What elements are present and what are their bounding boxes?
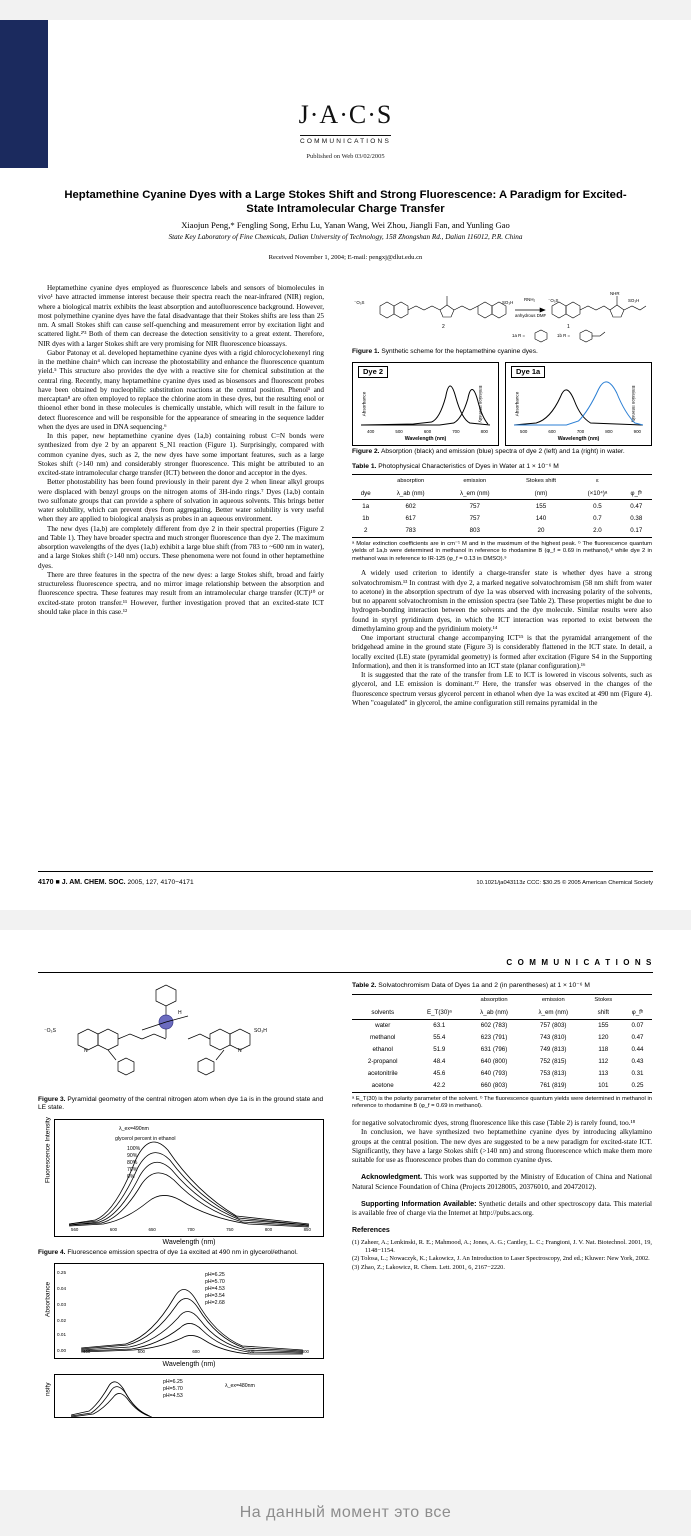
table-row bbox=[352, 525, 652, 538]
t1-r1c3: 140 bbox=[535, 514, 547, 522]
t2-r5c1: 42.2 bbox=[413, 1080, 465, 1093]
table-1-caption: Photophysical Characteristics of Dyes in Water at 1 × 10⁻⁶ M bbox=[376, 462, 559, 470]
t2-r3c0: 2-propanol bbox=[367, 1058, 398, 1066]
table-2-note: ᵃ E_T(30) is the polarity parameter of the solvent. ᵇ The fluorescence quantum yields were determined in methanol in reference to rhodamine B (φ_f = 0.69 in methanol). bbox=[352, 1095, 652, 1110]
t1-r0c5: 0.47 bbox=[621, 500, 653, 513]
xtick: 750 bbox=[226, 1226, 234, 1232]
t2-r2c1: 51.9 bbox=[433, 1046, 446, 1054]
figure-4-xlabel: Wavelength (nm) bbox=[162, 1238, 216, 1246]
t2-r3c4: 112 bbox=[598, 1058, 609, 1066]
xtick: 600 bbox=[192, 1349, 200, 1355]
status-bar bbox=[0, 1490, 691, 1536]
table-row bbox=[352, 513, 652, 525]
xtick: 700 bbox=[187, 1226, 195, 1232]
table-row bbox=[352, 1044, 652, 1056]
t2-r4c2: 640 (793) bbox=[480, 1070, 508, 1078]
figure-4-caption bbox=[38, 1249, 324, 1257]
xtick: 800 bbox=[264, 1226, 273, 1232]
footer-journal: ■ J. AM. CHEM. SOC. bbox=[53, 879, 126, 886]
t2-r5c4: 101 bbox=[584, 1080, 623, 1093]
t2-r3c3: 752 (815) bbox=[540, 1058, 567, 1066]
figure-3-label: Figure 3. bbox=[38, 1096, 66, 1103]
t1-r0c2: 757 bbox=[442, 500, 508, 513]
table-2 bbox=[352, 994, 652, 1093]
supporting-info-paragraph bbox=[352, 1200, 652, 1219]
p2-column-left bbox=[38, 982, 324, 1418]
figureS-legend-1: pH=5.70 bbox=[205, 1279, 225, 1286]
figure-3-caption bbox=[38, 1096, 324, 1113]
table-2-title bbox=[352, 982, 652, 991]
t2-r2c5: 0.44 bbox=[631, 1046, 644, 1054]
paragraph-1: Heptamethine cyanine dyes employed as fluorescence labels and sensors of biomolecules in vivo¹ have attracted immense interest because their spectra reach the near-infrared (NIR) region, where a biological matrix exhibits the least absorption and autofluorescence background. However, most polymethine cyanine dyes have the fatal disadvantage that their Stokes shifts are less than 25 nm. A small Stokes shift can cause self-quenching and measurement error by excitation light and scattered light.²'³ Both of them can decrease the detection sensitivity to a great extent. Therefore, NIR dyes with a larger Stokes shift are very promising for NIR fluorescence bioassays. bbox=[38, 284, 324, 348]
structure-label-so3h: SO₃H bbox=[254, 1028, 267, 1034]
table-row bbox=[352, 1068, 652, 1080]
reference-item: (1) Zaheer, A.; Lenkinski, R. E.; Mahmood, A.; Jones, A. G.; Cantley, L. C.; Frangioni, J. V. Nat. Biotechnol. 2001, 19, 1148−1154. bbox=[352, 1238, 652, 1254]
t2-hdr-0: solvents bbox=[371, 1009, 395, 1017]
pyramidal-structure-drawing bbox=[38, 982, 324, 1094]
supporting-info-text: Synthetic details and other spectroscopy data. This material is available free of charge via the Internet at http://pubs.acs.org. bbox=[352, 1199, 652, 1218]
xtick: 560 bbox=[71, 1226, 79, 1232]
footer-rule bbox=[38, 871, 653, 872]
xtick: 600 bbox=[109, 1226, 118, 1232]
figureS-ytick-3: 0.02 bbox=[57, 1318, 67, 1324]
footer-left bbox=[38, 879, 194, 886]
t1-r2c3: 20 bbox=[508, 525, 575, 538]
table-2-label: Table 2. bbox=[352, 982, 377, 989]
scheme-label-so3h-right: SO₃H bbox=[628, 298, 640, 303]
figureS-legend-2: pH=4.53 bbox=[205, 1286, 225, 1293]
t2-r0c4: 155 bbox=[584, 1019, 623, 1032]
panel-label-dye2: Dye 2 bbox=[358, 366, 388, 377]
t2-r4c3: 753 (813) bbox=[540, 1070, 567, 1078]
t2-r5c2: 660 (803) bbox=[465, 1080, 523, 1093]
article-title: Heptamethine Cyanine Dyes with a Large Stokes Shift and Strong Fluorescence: A Paradigm for Excited-State Intramolecular Charge Transfer bbox=[64, 189, 627, 215]
figure-4-curves bbox=[55, 1120, 323, 1238]
t2-grp-2: absorption bbox=[465, 994, 523, 1007]
paragraph-r1: A widely used criterion to identify a charge-transfer state is whether dyes have a strong solvatochromism.¹³ In contrast with dye 2, a marked negative solvatochromism (58 nm shift from water to acetone) in the absorption spectrum of dye 1a was observed with increasing polarity of the solvents, but no apparent solvatochromism in the emission spectra (see Table 2). These properties might be due to hydrogen-bonding interaction between the solvents and the dye molecule. Similar results were also found in styryl pyridinium dyes, in which the ICT interaction was reported to exist between the dimethylamino group and the pyridinium moiety.¹⁴ bbox=[352, 569, 652, 633]
paper-page-1 bbox=[0, 20, 691, 910]
figure-4-caption-text: Fluorescence emission spectra of dye 1a excited at 490 nm in glycerol/ethanol. bbox=[65, 1249, 298, 1257]
figure-2-panels bbox=[352, 362, 652, 446]
figureS-ytick-0: 0.25 bbox=[57, 1270, 67, 1276]
figureS2-legend-0: pH=6.25 bbox=[163, 1378, 183, 1385]
figure-4-legend-item-4: 0% bbox=[127, 1173, 135, 1180]
xtick: 500 bbox=[395, 429, 403, 435]
t2-r0c0: water bbox=[352, 1019, 413, 1032]
scheme-label-so3-left: ⁻O₃S bbox=[354, 300, 365, 305]
t2-hdr-1: E_T(30)ᵃ bbox=[426, 1009, 452, 1017]
t1-grp-1: absorption bbox=[379, 475, 441, 488]
figure-4-plot bbox=[54, 1119, 324, 1237]
xtick: 800 bbox=[301, 1349, 309, 1355]
figureS-legend-0: pH=6.25 bbox=[205, 1272, 225, 1279]
xtick: 800 bbox=[480, 429, 488, 435]
t1-r1c2: 757 bbox=[469, 514, 480, 522]
t2-r4c0: acetonitrile bbox=[367, 1070, 398, 1078]
panel-curves-dye1a bbox=[506, 367, 651, 429]
t2-hdr-3: λ_em (nm) bbox=[538, 1009, 569, 1017]
article-received: Received November 1, 2004; E-mail: pengxj@dlut.edu.cn bbox=[268, 254, 423, 261]
t1-hdr-5: φ_fᵇ bbox=[630, 489, 642, 497]
figure-1-label: Figure 1. bbox=[352, 348, 380, 355]
figureS2-legend-ex: λ_ex=480nm bbox=[225, 1382, 255, 1389]
t2-r1c1: 55.4 bbox=[433, 1034, 446, 1042]
figure-4-legend-item-3: 70% bbox=[127, 1166, 138, 1173]
t2-r4c1: 45.6 bbox=[433, 1070, 446, 1078]
figure-2-panel-dye1a bbox=[505, 362, 652, 446]
figure-3-caption-text: Pyramidal geometry of the central nitrogen atom when dye 1a is in the ground state and LE state. bbox=[38, 1096, 324, 1112]
table-1-note: ᵃ Molar extinction coefficients are in cm⁻¹ M and in the maximum of the highest peak. ᵇ The fluorescence quantum yields of 1a,b were determined in methanol in reference to rhodamine B (φ_f = 0.69 in methanol),⁸ while dye 2 in methanol was in reference to IR-125 (φ_f = 0.13 in DMSO).⁹ bbox=[352, 540, 652, 562]
xtick: 800 bbox=[605, 429, 613, 435]
figure-1-caption-text: Synthetic scheme for the heptamethine cyanine dyes. bbox=[379, 348, 538, 355]
t2-r0c2: 602 (783) bbox=[465, 1019, 523, 1032]
figure-4-legend-item-1: 90% bbox=[127, 1152, 138, 1159]
scheme-compound-2: 2 bbox=[442, 324, 445, 330]
t2-r2c3: 749 (813) bbox=[540, 1046, 567, 1054]
t2-r0c5: 0.07 bbox=[623, 1019, 652, 1032]
figureS2-container bbox=[38, 1374, 324, 1418]
figureS-ylabel: Absorbance bbox=[44, 1281, 52, 1317]
xtick: 400 bbox=[83, 1349, 91, 1355]
scheme-sub-1b: 1b R = bbox=[557, 333, 571, 338]
figure-2-label: Figure 2. bbox=[352, 448, 380, 456]
p2-column-right bbox=[352, 982, 652, 1272]
scheme-label-so3h-left: SO₃H bbox=[502, 300, 514, 305]
xtick: 600 bbox=[548, 429, 556, 435]
figure-4-xticks bbox=[71, 1225, 311, 1234]
xtick: 850 bbox=[303, 1226, 311, 1232]
journal-logo-text: J·A·C·S bbox=[298, 100, 393, 129]
t1-grp-4: ε bbox=[574, 475, 620, 488]
t1-r1c5: 0.38 bbox=[630, 514, 643, 522]
panel-label-dye1a: Dye 1a bbox=[511, 366, 545, 377]
status-bar-text: На данный момент это все bbox=[239, 1504, 452, 1521]
xtick: 600 bbox=[423, 429, 432, 435]
scheme-compound-1: 1 bbox=[567, 324, 570, 330]
paragraph-2: Gabor Patonay et al. developed heptamethine cyanine dyes with a rigid chlorocyclohexenyl ring in the methine chain⁴ which can increase the photostability and enhance the fluorescence quantum yield.⁵ This structure also provides the dye with a reactive site for chemical substitution at the central ring. Recently, many heptamethine cyanine dyes used as biosensors and fluorescent probes have been obtained by nucleophilic substitution reactions at the central position. Phenol¹ and mercaptan⁸ are often employed to replace the chlorine atom in these dyes, but the resulting enol or thioenol ether bond in these molecules is chemically unstable, which will result in the failure to detect fluorescence and will be responsible for the appearance of smearing in the sequence ladder when the dyes are used in DNA sequencing.⁶ bbox=[38, 348, 324, 431]
t1-r0c4: 0.5 bbox=[574, 500, 620, 513]
footer-page-number: 4170 bbox=[38, 879, 54, 886]
t1-grp-2: emission bbox=[442, 475, 508, 488]
table-1 bbox=[352, 474, 652, 537]
xtick: 900 bbox=[633, 429, 641, 435]
article-authors: Xiaojun Peng,* Fengling Song, Erhu Lu, Yanan Wang, Wei Zhou, Jiangli Fan, and Yunling Gao bbox=[181, 220, 510, 230]
reference-item: (2) Tolosa, L.; Nowaczyk, K.; Lakowicz, J. An Introduction to Laser Spectroscopy, 2nd ed.; Kluwer: New York, 2002. bbox=[352, 1255, 650, 1263]
paragraph-6: There are three features in the spectra of the new dyes: a large Stokes shift, broad and fairly structureless fluorescence spectra, and no mirror image relationship between the absorption and fluorescence spectra. These features may result from an intramolecular charge transfer (ICT)¹⁰ or excited-state proton transfer.¹¹ However, further investigation proved that an excited-state ICT should take place in this case.¹² bbox=[38, 570, 324, 616]
acknowledgment-paragraph bbox=[352, 1173, 652, 1192]
column-left bbox=[38, 284, 324, 617]
t2-r2c0: ethanol bbox=[372, 1046, 393, 1054]
figureS-curves bbox=[55, 1264, 323, 1360]
published-on-web: Published on Web 03/02/2005 bbox=[306, 153, 385, 160]
panel-xlabel-dye1a: Wavelength (nm) bbox=[557, 436, 600, 443]
t2-r1c5: 0.47 bbox=[631, 1034, 644, 1042]
t1-r1c1: 617 bbox=[405, 514, 416, 522]
t2-r1c2: 623 (791) bbox=[480, 1034, 508, 1042]
figure-4-legend-item-2: 80% bbox=[127, 1159, 138, 1166]
figure-3-structure bbox=[38, 982, 324, 1094]
figure-2-caption bbox=[352, 448, 652, 456]
figureS-legend-3: pH=3.54 bbox=[205, 1293, 225, 1300]
structure-label-so3: ⁻O₃S bbox=[44, 1028, 56, 1034]
paragraph-5: The new dyes (1a,b) are completely different from dye 2 in their spectral properties (Figure 2 and Table 1). They have broader spectra and much stronger fluorescence than dye 2. The maximum absorption wavelengths of the dyes (1a,b) exhibit a large blue shift (from 783 to ~600 nm in water), and a large Stokes shift (>140 nm) occurs. These phenomena were not found in other heptamethine dyes. bbox=[38, 524, 324, 570]
xtick: 700 bbox=[246, 1349, 255, 1355]
reference-item: (3) Zhao, Z.; Lakowicz, R. Chem. Lett. 2001, 6, 2167−2220. bbox=[352, 1263, 505, 1271]
p2-paragraph-2: In conclusion, we have synthesized two heptamethine cyanine dyes by introducing alkylamino groups at the central position. The new dyes are suggested to be a new paradigm for excited-state ICT. Significantly, they have a large Stokes shift (>140 nm) and strong fluorescence which make them more suitable for use as fluorescence probes than do common cyanine dyes. bbox=[352, 1128, 652, 1165]
figureS2-plot bbox=[54, 1374, 324, 1418]
footer-right-doi: 10.1021/ja043113z CCC: $30.25 © 2005 American Chemical Society bbox=[476, 880, 653, 886]
figureS2-ylabel: nsity bbox=[44, 1382, 52, 1396]
figureS2-legend-2: pH=4.53 bbox=[163, 1392, 183, 1399]
figure-2-panel-dye2 bbox=[352, 362, 499, 446]
t2-r3c2: 640 (800) bbox=[480, 1058, 508, 1066]
synthetic-scheme-drawing bbox=[352, 284, 652, 346]
table-row bbox=[352, 1080, 652, 1093]
t2-r0c1: 63.1 bbox=[413, 1019, 465, 1032]
figureS-ytick-5: 0.00 bbox=[57, 1348, 67, 1354]
table-row bbox=[352, 500, 652, 513]
table-1-label: Table 1. bbox=[352, 462, 377, 470]
figureS-ytick-4: 0.01 bbox=[57, 1332, 67, 1338]
t1-r2c2: 803 bbox=[442, 525, 508, 538]
xtick: 500 bbox=[520, 429, 528, 435]
panel-ylabel-left-absorbance: Absorbance bbox=[361, 392, 367, 417]
structure-label-h: H bbox=[178, 1010, 182, 1016]
table-row bbox=[352, 1056, 652, 1068]
t1-r0c0: 1a bbox=[352, 500, 379, 513]
paragraph-r3: It is suggested that the rate of the transfer from LE to ICT is lowered in viscous solvents, such as glycerol, and LE emission is dominant.¹⁷ Here, the transfer was observed in the changes of the fluorescence spectrum versus glycerol percent in ethanol when dye 1a was excited at 490 nm (Figure 4). When "coagulated" in glycerol, the amine configuration still remains pyramidal in the bbox=[352, 671, 652, 707]
t2-grp-1 bbox=[413, 994, 465, 1007]
structure-label-n-right: N bbox=[238, 1048, 242, 1054]
t2-grp-3: emission bbox=[523, 994, 584, 1007]
figure-1-caption bbox=[352, 348, 652, 356]
table-1-title bbox=[352, 463, 652, 472]
t1-r1c0: 1b bbox=[362, 514, 370, 522]
panel-ylabel-right-emission-2: Emission Intensity bbox=[631, 385, 637, 423]
figure-2-caption-text: Absorption (black) and emission (blue) spectra of dye 2 (left) and 1a (right) in water. bbox=[379, 448, 625, 456]
xtick: 400 bbox=[367, 429, 375, 435]
journal-logo-subtitle: COMMUNICATIONS bbox=[300, 135, 391, 145]
acknowledgment-heading: Acknowledgment. bbox=[361, 1173, 423, 1182]
footer-citation: 2005, 127, 4170−4171 bbox=[125, 879, 194, 886]
figureS-ytick-2: 0.03 bbox=[57, 1302, 67, 1308]
article-affiliation: State Key Laboratory of Fine Chemicals, Dalian University of Technology, 158 Zhongshan Rd., Dalian 116012, P.R. China bbox=[168, 233, 523, 241]
paragraph-r2: One important structural change accompanying ICT¹⁵ is that the pyramidal arrangement of the bridgehead amine in the ground state (Figure 3) is considerably flattened in the ICT state. In detail, a locally excited (LE) state (pyramidal geometry) is formed after excitation (Figure S4 in the Supporting Information), and then it is transformed into an ICT state (planar configuration).¹⁶ bbox=[352, 634, 652, 670]
figureS-plot bbox=[54, 1263, 324, 1359]
t2-r4c5: 0.31 bbox=[631, 1070, 644, 1078]
t2-r1c3: 743 (810) bbox=[540, 1034, 567, 1042]
t2-r1c0: methanol bbox=[369, 1034, 396, 1042]
references-heading: References bbox=[352, 1227, 390, 1235]
panel-xlabel-dye2: Wavelength (nm) bbox=[404, 436, 447, 443]
t1-r2c0: 2 bbox=[352, 525, 379, 538]
supporting-info-heading: Supporting Information Available: bbox=[361, 1199, 477, 1208]
t1-r2c1: 783 bbox=[379, 525, 441, 538]
t1-r2c4: 2.0 bbox=[574, 525, 620, 538]
xtick: 500 bbox=[137, 1349, 145, 1355]
journal-logo bbox=[0, 100, 691, 148]
t1-r0c3: 155 bbox=[508, 500, 575, 513]
t2-r5c5: 0.25 bbox=[623, 1080, 652, 1093]
xtick: 650 bbox=[148, 1226, 156, 1232]
figureS-xticks bbox=[83, 1347, 309, 1356]
t1-hdr-2: λ_em (nm) bbox=[459, 489, 490, 497]
t2-hdr-4: shift bbox=[597, 1009, 609, 1017]
paragraph-4: Better photostability has been found previously in their parent dye 2 when linear alkyl groups were displaced with benzyl groups on the nitrogen atoms of 3H-indo rings.⁷ Dyes (1a,b) contain two sulfonate groups that can provide a sphere of solvation in aqueous solvents. This brings better water solubility, which can prevent dyes from aggregating. Better water solubility is very useful when they are applied to biological analysis as probes in an aqueous environment. bbox=[38, 478, 324, 524]
p2-paragraph-1: for negative solvatochromic dyes, strong fluorescence like this case (Table 2) is rarely found, too.¹⁸ bbox=[352, 1119, 636, 1128]
t2-r4c4: 113 bbox=[598, 1070, 609, 1078]
table-row bbox=[352, 1032, 652, 1044]
acknowledgment-text: This work was supported by the Ministry of Education of China and National Natural Science Foundation of China (Projects 20128005, 20376010, and 20472012). bbox=[352, 1173, 652, 1191]
panel-ylabel-right-emission: Emission Intensity bbox=[478, 385, 484, 423]
t1-r2c5: 0.17 bbox=[621, 525, 653, 538]
figureS-ytick-1: 0.04 bbox=[57, 1286, 67, 1292]
scheme-label-reagent-rnh2: RNH₂ bbox=[524, 297, 536, 302]
t2-r2c4: 118 bbox=[598, 1046, 609, 1054]
panel-ylabel-left-absorbance-2: Absorbance bbox=[514, 392, 520, 417]
t1-hdr-1: λ_ab (nm) bbox=[396, 489, 425, 497]
figureS2-legend-1: pH=5.70 bbox=[163, 1385, 183, 1392]
figure-1-scheme bbox=[352, 284, 652, 346]
table-2-caption: Solvatochromism Data of Dyes 1a and 2 (in parentheses) at 1 × 10⁻⁶ M bbox=[376, 982, 590, 989]
figureS2-curves bbox=[55, 1375, 323, 1419]
t2-r1c4: 120 bbox=[598, 1034, 609, 1042]
xtick: 700 bbox=[452, 429, 460, 435]
t2-r3c5: 0.43 bbox=[631, 1058, 644, 1066]
t2-r3c1: 48.4 bbox=[433, 1058, 446, 1066]
panel-curves-dye2 bbox=[353, 367, 498, 429]
figure-4-legend-ex: λ_ex=490nm bbox=[119, 1125, 149, 1132]
structure-label-n-left: N bbox=[84, 1048, 88, 1054]
paragraph-3: In this paper, new heptamethine cyanine dyes (1a,b) containing robust C=N bonds were synthesized from dye 2 by an apparent S_N1 reaction (Figure 1). Surprisingly, compared with common cyanine dyes, such as 2, the new dyes have some important features, such as a large Stokes shift (>140 nm) and considerably stronger fluorescence. This might be attributed to an excited-state intramolecular charge transfer (ICT) between the donor and acceptor in the dyes. bbox=[38, 432, 324, 477]
t2-grp-0 bbox=[352, 994, 413, 1007]
figure-4-legend-title: glycerol percent in ethanol bbox=[115, 1135, 176, 1142]
figureS-xlabel: Wavelength (nm) bbox=[162, 1361, 216, 1369]
t1-hdr-3: (nm) bbox=[534, 489, 548, 497]
t2-r2c2: 631 (796) bbox=[480, 1046, 508, 1054]
scheme-label-so3-right: ⁻O₃S bbox=[548, 298, 559, 303]
t1-grp-5 bbox=[621, 475, 653, 488]
t2-hdr-5: φ_fᵇ bbox=[631, 1009, 644, 1017]
t2-grp-5 bbox=[623, 994, 652, 1007]
t2-r5c0: acetone bbox=[352, 1080, 413, 1093]
scheme-label-reagent-dmf: anhydrous DMF bbox=[515, 313, 547, 318]
paper-page-2 bbox=[0, 930, 691, 1490]
t1-grp-3: Stokes shift bbox=[508, 475, 575, 488]
t2-r5c3: 761 (819) bbox=[523, 1080, 584, 1093]
scheme-sub-1a: 1a R = bbox=[512, 333, 526, 338]
t2-grp-4: Stokes bbox=[584, 994, 623, 1007]
figureS-container bbox=[38, 1263, 324, 1369]
xtick: 700 bbox=[576, 429, 585, 435]
t2-hdr-2: λ_ab (nm) bbox=[480, 1009, 508, 1017]
table-row bbox=[352, 1019, 652, 1032]
t1-hdr-0: dye bbox=[360, 489, 371, 497]
figure-4-ylabel: Fluorescence Intensity bbox=[44, 1116, 52, 1183]
page2-running-head: C O M M U N I C A T I O N S bbox=[506, 958, 653, 967]
figure-4-legend-item-0: 100% bbox=[127, 1145, 141, 1152]
t1-hdr-4: (×10⁴)ᵃ bbox=[587, 489, 608, 497]
t1-r1c4: 0.7 bbox=[593, 514, 602, 522]
figureS-legend-4: pH=2.68 bbox=[205, 1300, 225, 1307]
column-right bbox=[352, 284, 652, 708]
t1-grp-0 bbox=[352, 475, 379, 488]
scheme-label-nhr: NHR bbox=[610, 291, 620, 296]
page2-head-rule bbox=[38, 972, 653, 973]
t2-r0c3: 757 (803) bbox=[523, 1019, 584, 1032]
figure-4-label: Figure 4. bbox=[38, 1249, 66, 1257]
t1-r0c1: 602 bbox=[379, 500, 441, 513]
figure-4-container bbox=[38, 1116, 324, 1247]
